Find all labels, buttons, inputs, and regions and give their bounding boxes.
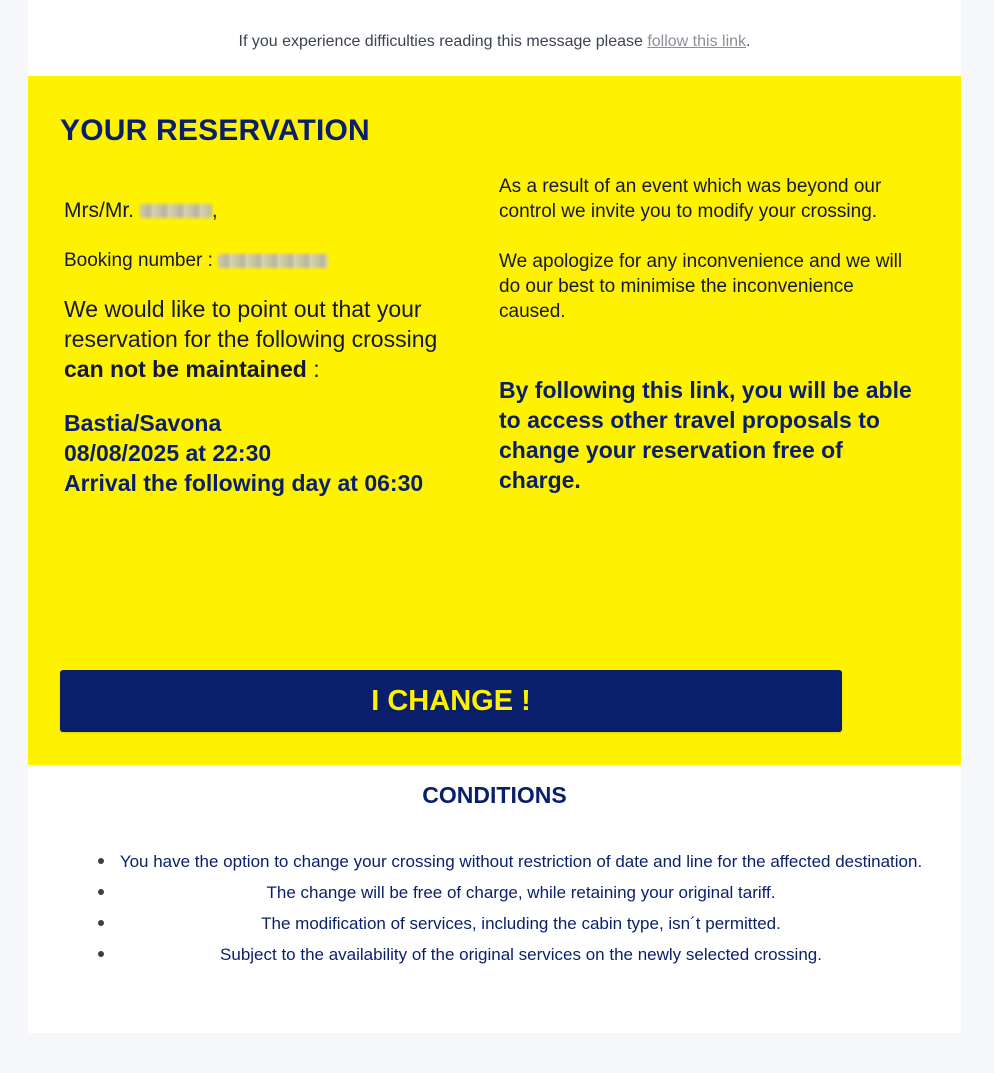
bullet-icon <box>98 858 104 864</box>
reservation-panel <box>28 76 961 765</box>
redacted-booking-number <box>218 254 328 268</box>
preheader-text: If you experience difficulties reading this message please <box>238 33 648 50</box>
notice-suffix: : <box>306 356 320 382</box>
email-body <box>28 0 961 1033</box>
condition-item <box>88 846 924 877</box>
follow-link[interactable]: follow this link <box>647 33 747 50</box>
info-paragraph-1: As a result of an event which was beyond our control we invite you to modify your crossing. <box>499 176 882 222</box>
crossing-route: Bastia/Savona <box>64 410 222 436</box>
condition-text: The change will be free of charge, while retaining your original tariff. <box>266 883 776 902</box>
greeting-suffix: , <box>211 199 218 222</box>
bullet-icon <box>98 889 104 895</box>
condition-text: You have the option to change your crossing without restriction of date and line for the affected destination. <box>119 852 923 871</box>
conditions-title: CONDITIONS <box>422 782 567 808</box>
redacted-name <box>140 204 212 218</box>
crossing-departure: 08/08/2025 at 22:30 <box>64 440 272 466</box>
notice-prefix: We would like to point out that your reservation for the following crossing <box>64 296 438 352</box>
condition-item <box>88 877 924 908</box>
conditions-list <box>88 846 924 970</box>
crossing-details <box>64 408 469 498</box>
condition-item <box>88 939 924 970</box>
bullet-icon <box>98 920 104 926</box>
condition-item <box>88 908 924 939</box>
cta-text: By following this link, you will be able to access other travel proposals to change your reservation free of charge. <box>499 377 912 493</box>
change-button[interactable]: I CHANGE ! <box>60 670 842 732</box>
notice-bold: can not be maintained <box>64 356 307 382</box>
greeting-prefix: Mrs/Mr. <box>64 199 134 222</box>
booking-number <box>64 248 469 274</box>
greeting <box>64 196 469 226</box>
condition-text: Subject to the availability of the original services on the newly selected crossing. <box>220 945 822 964</box>
preheader <box>28 33 961 51</box>
preheader-suffix: . <box>746 33 751 50</box>
bullet-icon <box>98 951 104 957</box>
notice-text <box>64 294 469 384</box>
crossing-arrival: Arrival the following day at 06:30 <box>64 470 424 496</box>
booking-label: Booking number : <box>64 250 213 271</box>
reservation-title: YOUR RESERVATION <box>60 114 370 147</box>
condition-text: The modification of services, including the cabin type, isn´t permitted. <box>261 914 781 933</box>
reservation-details <box>64 196 469 498</box>
event-info <box>499 174 924 495</box>
info-paragraph-2: We apologize for any inconvenience and we will do our best to minimise the inconvenience caused. <box>499 251 903 322</box>
